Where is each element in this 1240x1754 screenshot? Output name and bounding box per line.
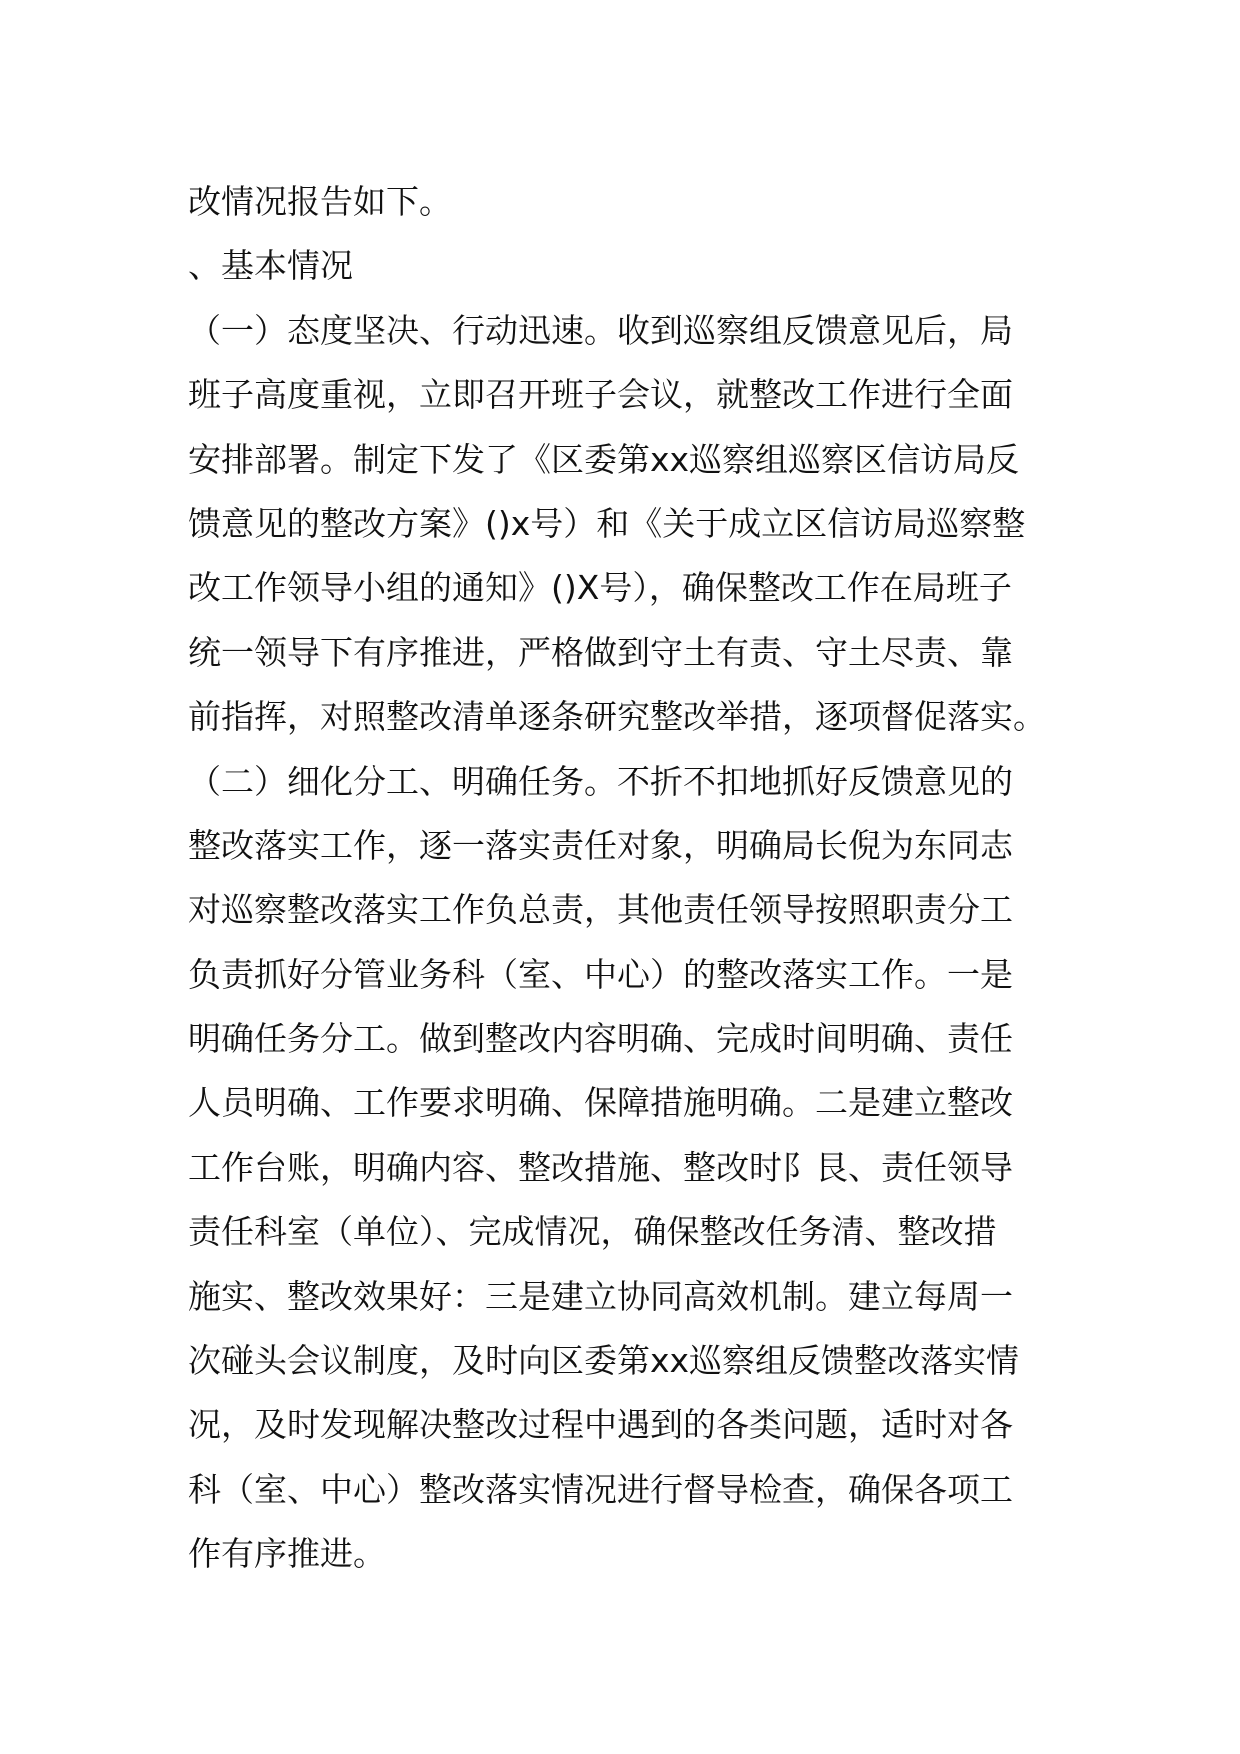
document-body: [188, 170, 1068, 1587]
text-line: 责任科室（单位）、完成情况，确保整改任务清、整改措: [188, 1212, 997, 1252]
text-line: 整改落实工作，逐一落实责任对象，明确局长倪为东同志: [188, 825, 1013, 865]
text-line: 对巡察整改落实工作负总责，其他责任领导按照职责分工: [188, 890, 1013, 930]
text-line: 次碰头会议制度，及时向区委第xx巡察组反馈整改落实情: [188, 1341, 1020, 1381]
section-heading: 、基本情况: [188, 246, 353, 286]
text-line: 安排部署。制定下发了《区委第xx巡察组巡察区信访局反: [188, 439, 1020, 479]
text-line: 前指挥，对照整改清单逐条研究整改举措，逐项督促落实。: [188, 697, 1046, 737]
text-line: 班子高度重视，立即召开班子会议，就整改工作进行全面: [188, 375, 1013, 415]
text-line: 科（室、中心）整改落实情况进行督导检查，确保各项工: [188, 1469, 1013, 1509]
text-line: 施实、整改效果好：三是建立协同高效机制。建立每周一: [188, 1276, 1013, 1316]
text-line: （一）态度坚决、行动迅速。收到巡察组反馈意见后，局: [188, 310, 1013, 350]
text-line: 作有序推进。: [188, 1534, 386, 1574]
text-line: （二）细化分工、明确任务。不折不扣地抓好反馈意见的: [188, 761, 1013, 801]
text-line: 况，及时发现解决整改过程中遇到的各类问题，适时对各: [188, 1405, 1013, 1445]
text-line: 明确任务分工。做到整改内容明确、完成时间明确、责任: [188, 1019, 1013, 1059]
text-line: 馈意见的整改方案》()x号）和《关于成立区信访局巡察整: [188, 503, 1026, 543]
text-line: 统一领导下有序推进，严格做到守土有责、守土尽责、靠: [188, 632, 1013, 672]
text-line: 人员明确、工作要求明确、保障措施明确。二是建立整改: [188, 1083, 1013, 1123]
text-line: 改工作领导小组的通知》()X号），确保整改工作在局班子: [188, 568, 1012, 608]
text-line: 改情况报告如下。: [188, 182, 452, 221]
text-line: 工作台账，明确内容、整改措施、整改时阝艮、责任领导: [188, 1147, 1013, 1187]
text-line: 负责抓好分管业务科（室、中心）的整改落实工作。一是: [188, 954, 1013, 994]
